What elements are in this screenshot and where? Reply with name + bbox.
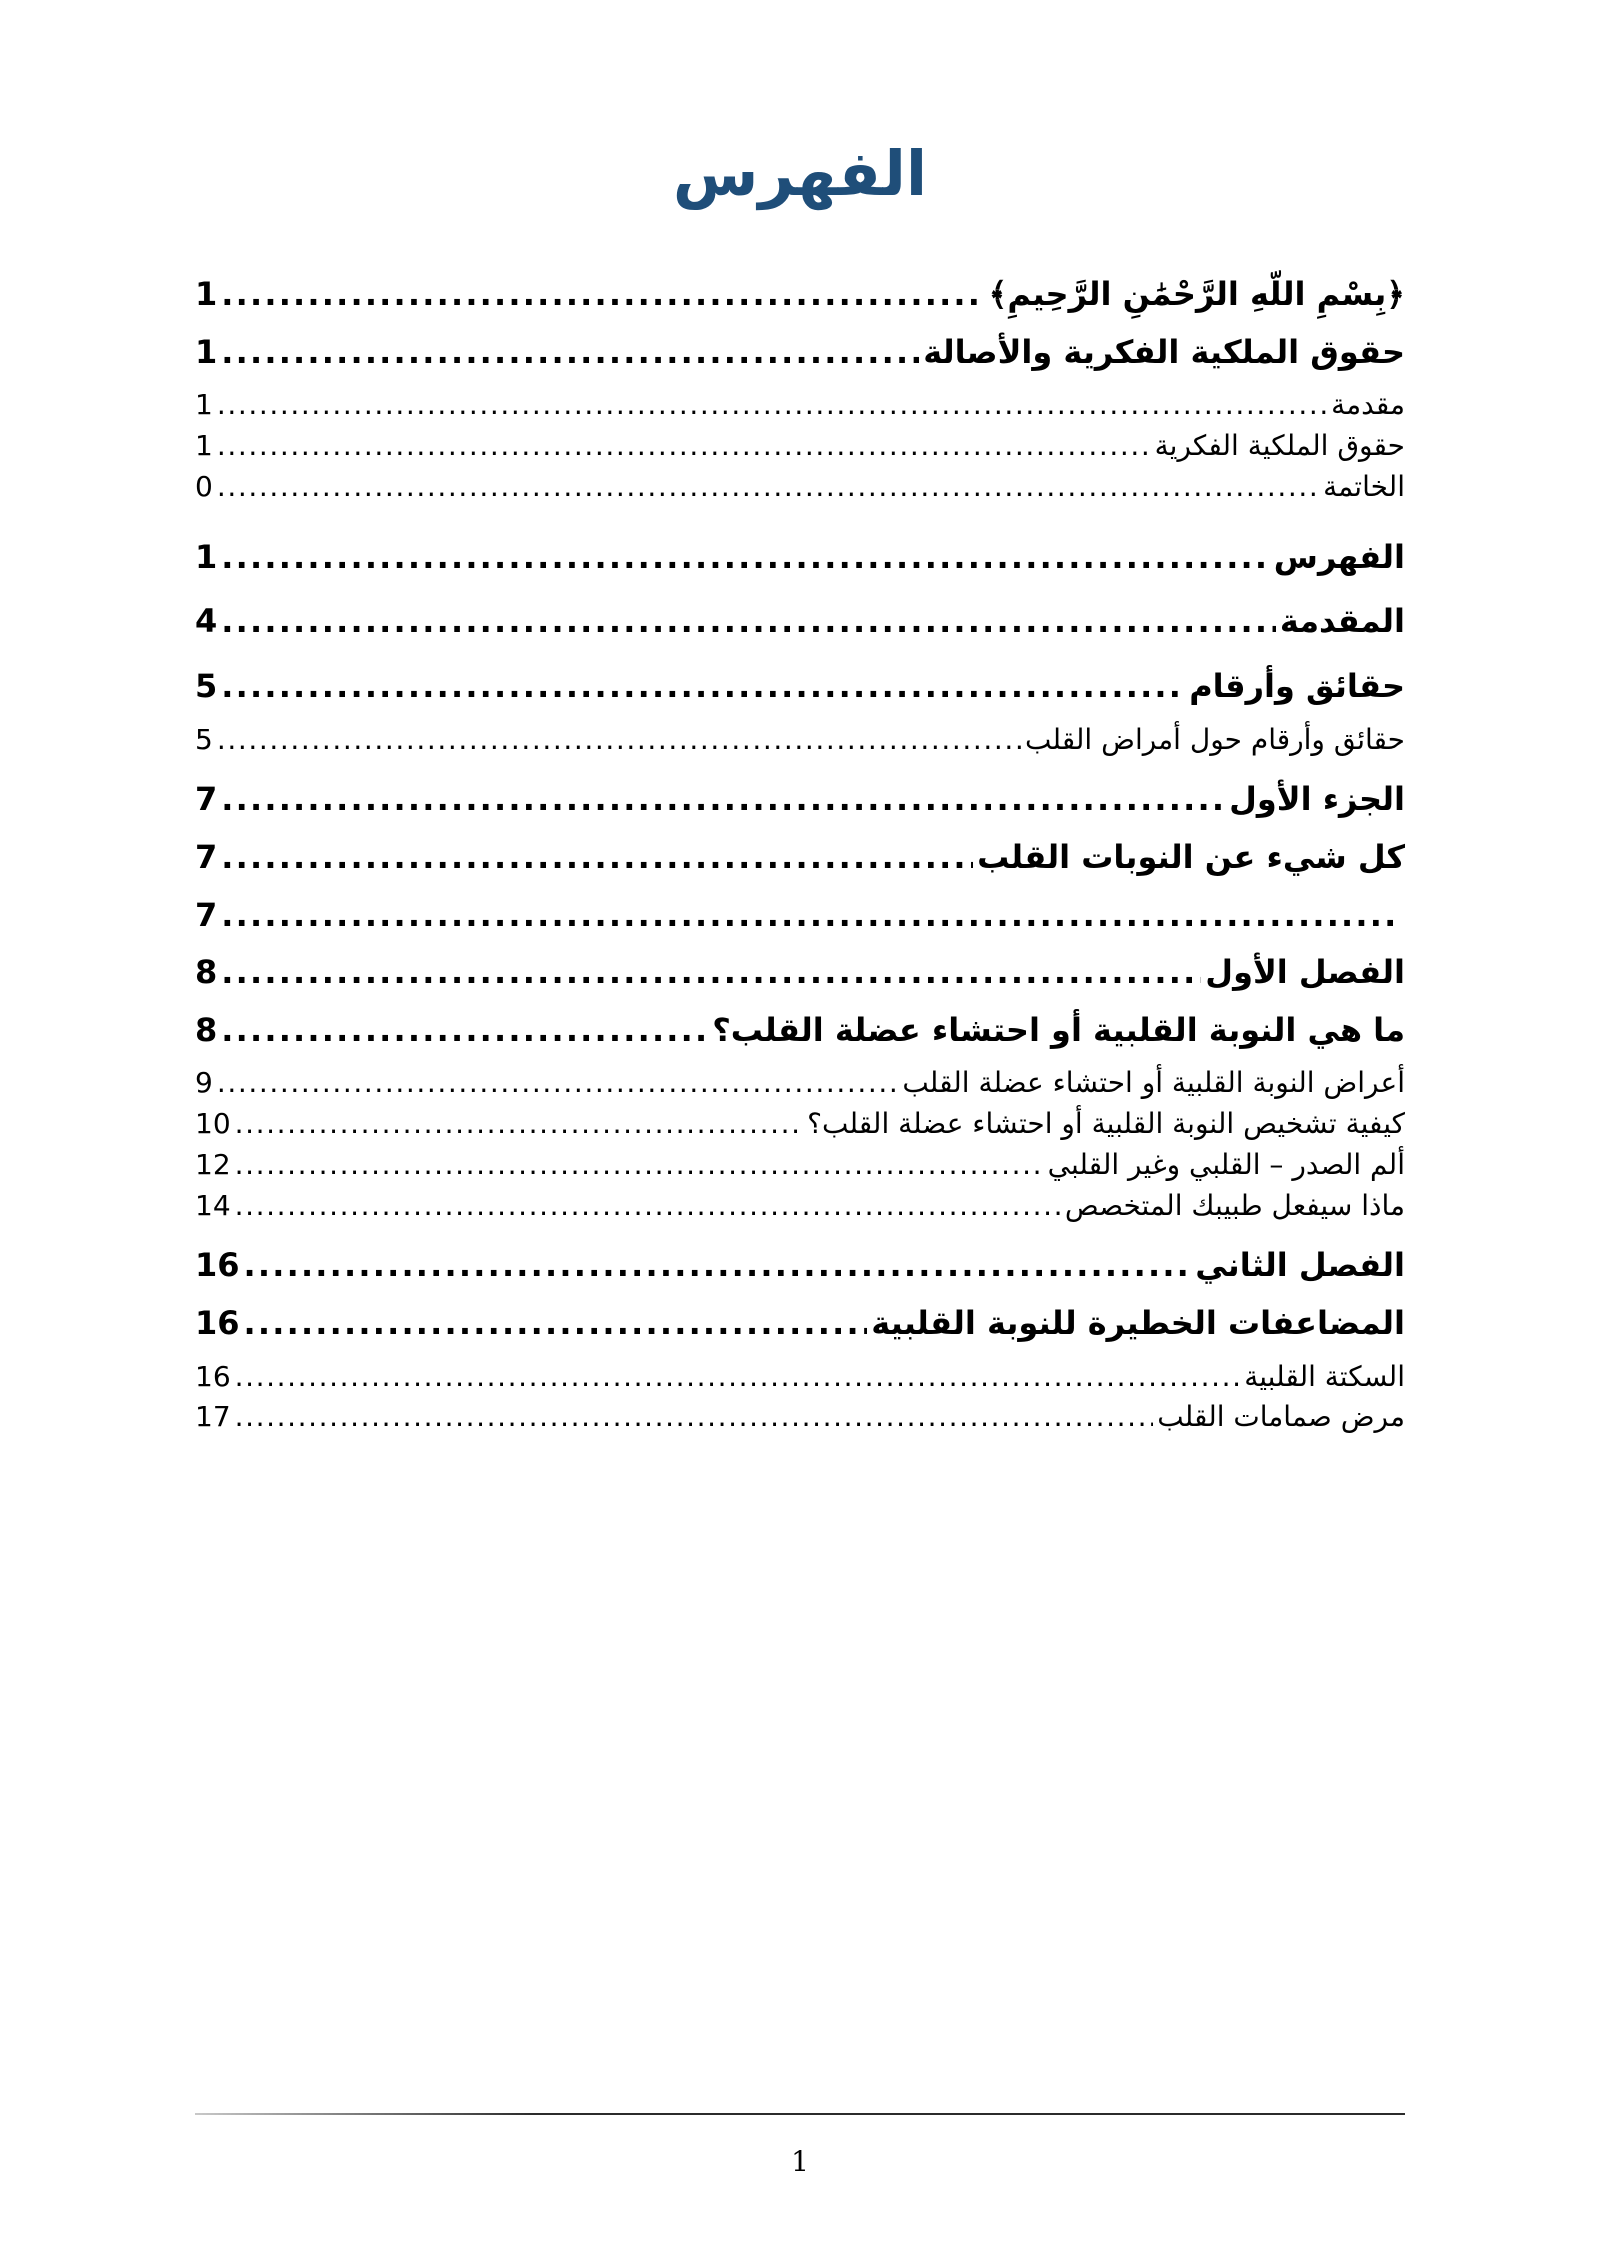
toc-entry-page-number: 16 [195, 1246, 240, 1285]
toc-entry-label: كل شيء عن النوبات القلب [977, 837, 1405, 876]
toc-leader-dots [221, 270, 984, 319]
toc-entry-page-number: 7 [195, 780, 218, 819]
toc-entry-label: الخاتمة [1323, 469, 1405, 503]
toc-entry-page-number: 8 [195, 953, 218, 992]
toc-leader-dots [221, 533, 1270, 582]
toc-entry-page-number: 17 [195, 1400, 231, 1434]
toc-entry[interactable] [195, 775, 1405, 824]
toc-entry-page-number: 16 [195, 1359, 231, 1393]
toc-entry-page-number: 7 [195, 837, 218, 876]
toc-entry-page-number: 1 [195, 537, 218, 576]
toc-entry[interactable] [195, 533, 1405, 582]
toc-entry-page-number: 5 [195, 666, 218, 705]
toc-entry-label: مقدمة [1331, 388, 1405, 422]
toc-entry-label: حقوق الملكية الفكرية والأصالة [923, 332, 1405, 371]
toc-leader-dots [221, 597, 1276, 646]
toc-entry[interactable] [195, 1397, 1405, 1437]
toc-entry-page-number: 1 [195, 388, 213, 422]
toc-entry-label: الفصل الثاني [1195, 1246, 1405, 1285]
footer-page-number: 1 [791, 2145, 809, 2178]
toc-leader-dots [221, 891, 1401, 940]
toc-entry[interactable] [195, 1186, 1405, 1226]
toc-entry-page-number: 14 [195, 1188, 231, 1222]
toc-entry-page-number: 16 [195, 1304, 240, 1343]
toc-leader-dots [235, 1145, 1044, 1185]
toc-entry-label: حقائق وأرقام [1189, 666, 1405, 705]
toc-entry-label: الجزء الأول [1229, 780, 1405, 819]
toc-entry-page-number: 5 [195, 722, 213, 756]
toc-leader-dots [235, 1397, 1154, 1437]
toc-entry[interactable] [195, 1357, 1405, 1397]
toc-entry-page-number: 0 [195, 469, 213, 503]
page-footer [0, 2113, 1600, 2178]
toc-entry[interactable] [195, 833, 1405, 882]
toc-entry[interactable] [195, 328, 1405, 377]
toc-entry-label: المقدمة [1279, 602, 1405, 641]
toc-entry[interactable] [195, 948, 1405, 997]
toc-entry[interactable] [195, 385, 1405, 425]
toc-leader-dots [221, 948, 1201, 997]
toc-entry-page-number: 9 [195, 1066, 213, 1100]
toc-leader-dots [217, 385, 1327, 425]
toc-entry[interactable] [195, 720, 1405, 760]
toc-entry[interactable] [195, 597, 1405, 646]
toc-entry-label: ماذا سيفعل طبيبك المتخصص [1064, 1188, 1405, 1222]
toc-leader-dots [235, 1357, 1241, 1397]
toc-leader-dots [221, 775, 1225, 824]
toc-entry-label: ألم الصدر – القلبي وغير القلبي [1047, 1147, 1405, 1181]
toc-leader-dots [221, 833, 973, 882]
toc-entry-page-number: 12 [195, 1147, 231, 1181]
toc-entry[interactable] [195, 662, 1405, 711]
toc-entry-label: المضاعفات الخطيرة للنوبة القلبية [871, 1304, 1405, 1343]
toc-entry-label: السكتة القلبية [1244, 1359, 1405, 1393]
toc-entry-label: ﴿بِسْمِ اللَّهِ الرَّحْمَٰنِ الرَّحِيمِ﴾ [988, 275, 1405, 314]
toc-entry-label: الفهرس [1273, 537, 1405, 576]
toc-entry[interactable] [195, 1145, 1405, 1185]
toc-entry[interactable] [195, 426, 1405, 466]
toc-entry-label: أعراض النوبة القلبية أو احتشاء عضلة القلب [902, 1066, 1405, 1100]
toc-leader-dots [244, 1241, 1192, 1290]
toc-entry[interactable] [195, 1104, 1405, 1144]
toc-entry-label: حقائق وأرقام حول أمراض القلب [1024, 722, 1405, 756]
toc-entry-label: مرض صمامات القلب [1157, 1400, 1405, 1434]
toc-entry[interactable] [195, 1063, 1405, 1103]
toc-entry[interactable] [195, 1241, 1405, 1290]
toc-leader-dots [217, 426, 1151, 466]
toc-entry-label: كيفية تشخيص النوبة القلبية أو احتشاء عضلة القلب؟ [807, 1107, 1405, 1141]
footer-divider [195, 2113, 1405, 2115]
toc-entry[interactable] [195, 467, 1405, 507]
toc-entry-page-number: 1 [195, 429, 213, 463]
toc-entry-label: حقوق الملكية الفكرية [1154, 429, 1405, 463]
toc-leader-dots [235, 1104, 803, 1144]
toc-leader-dots [221, 662, 1185, 711]
table-of-contents [0, 208, 1600, 1437]
toc-entry-label: الفصل الأول [1205, 953, 1405, 992]
toc-entry-page-number: 10 [195, 1107, 231, 1141]
toc-leader-dots [221, 1006, 708, 1055]
toc-entry-page-number: 8 [195, 1010, 218, 1049]
toc-entry[interactable] [195, 891, 1405, 940]
toc-entry-page-number: 4 [195, 602, 218, 641]
toc-leader-dots [217, 1063, 898, 1103]
toc-leader-dots [244, 1299, 868, 1348]
toc-entry-page-number: 1 [195, 332, 218, 371]
toc-leader-dots [221, 328, 919, 377]
toc-entry-page-number: 1 [195, 275, 218, 314]
toc-leader-dots [235, 1186, 1061, 1226]
toc-entry[interactable] [195, 1299, 1405, 1348]
toc-entry-label: ما هي النوبة القلبية أو احتشاء عضلة القلب؟ [712, 1010, 1405, 1049]
toc-entry[interactable] [195, 1006, 1405, 1055]
toc-entry[interactable] [195, 270, 1405, 319]
page-title: الفهرس [672, 137, 928, 210]
toc-leader-dots [217, 467, 1319, 507]
toc-entry-page-number: 7 [195, 895, 218, 934]
toc-leader-dots [217, 720, 1021, 760]
